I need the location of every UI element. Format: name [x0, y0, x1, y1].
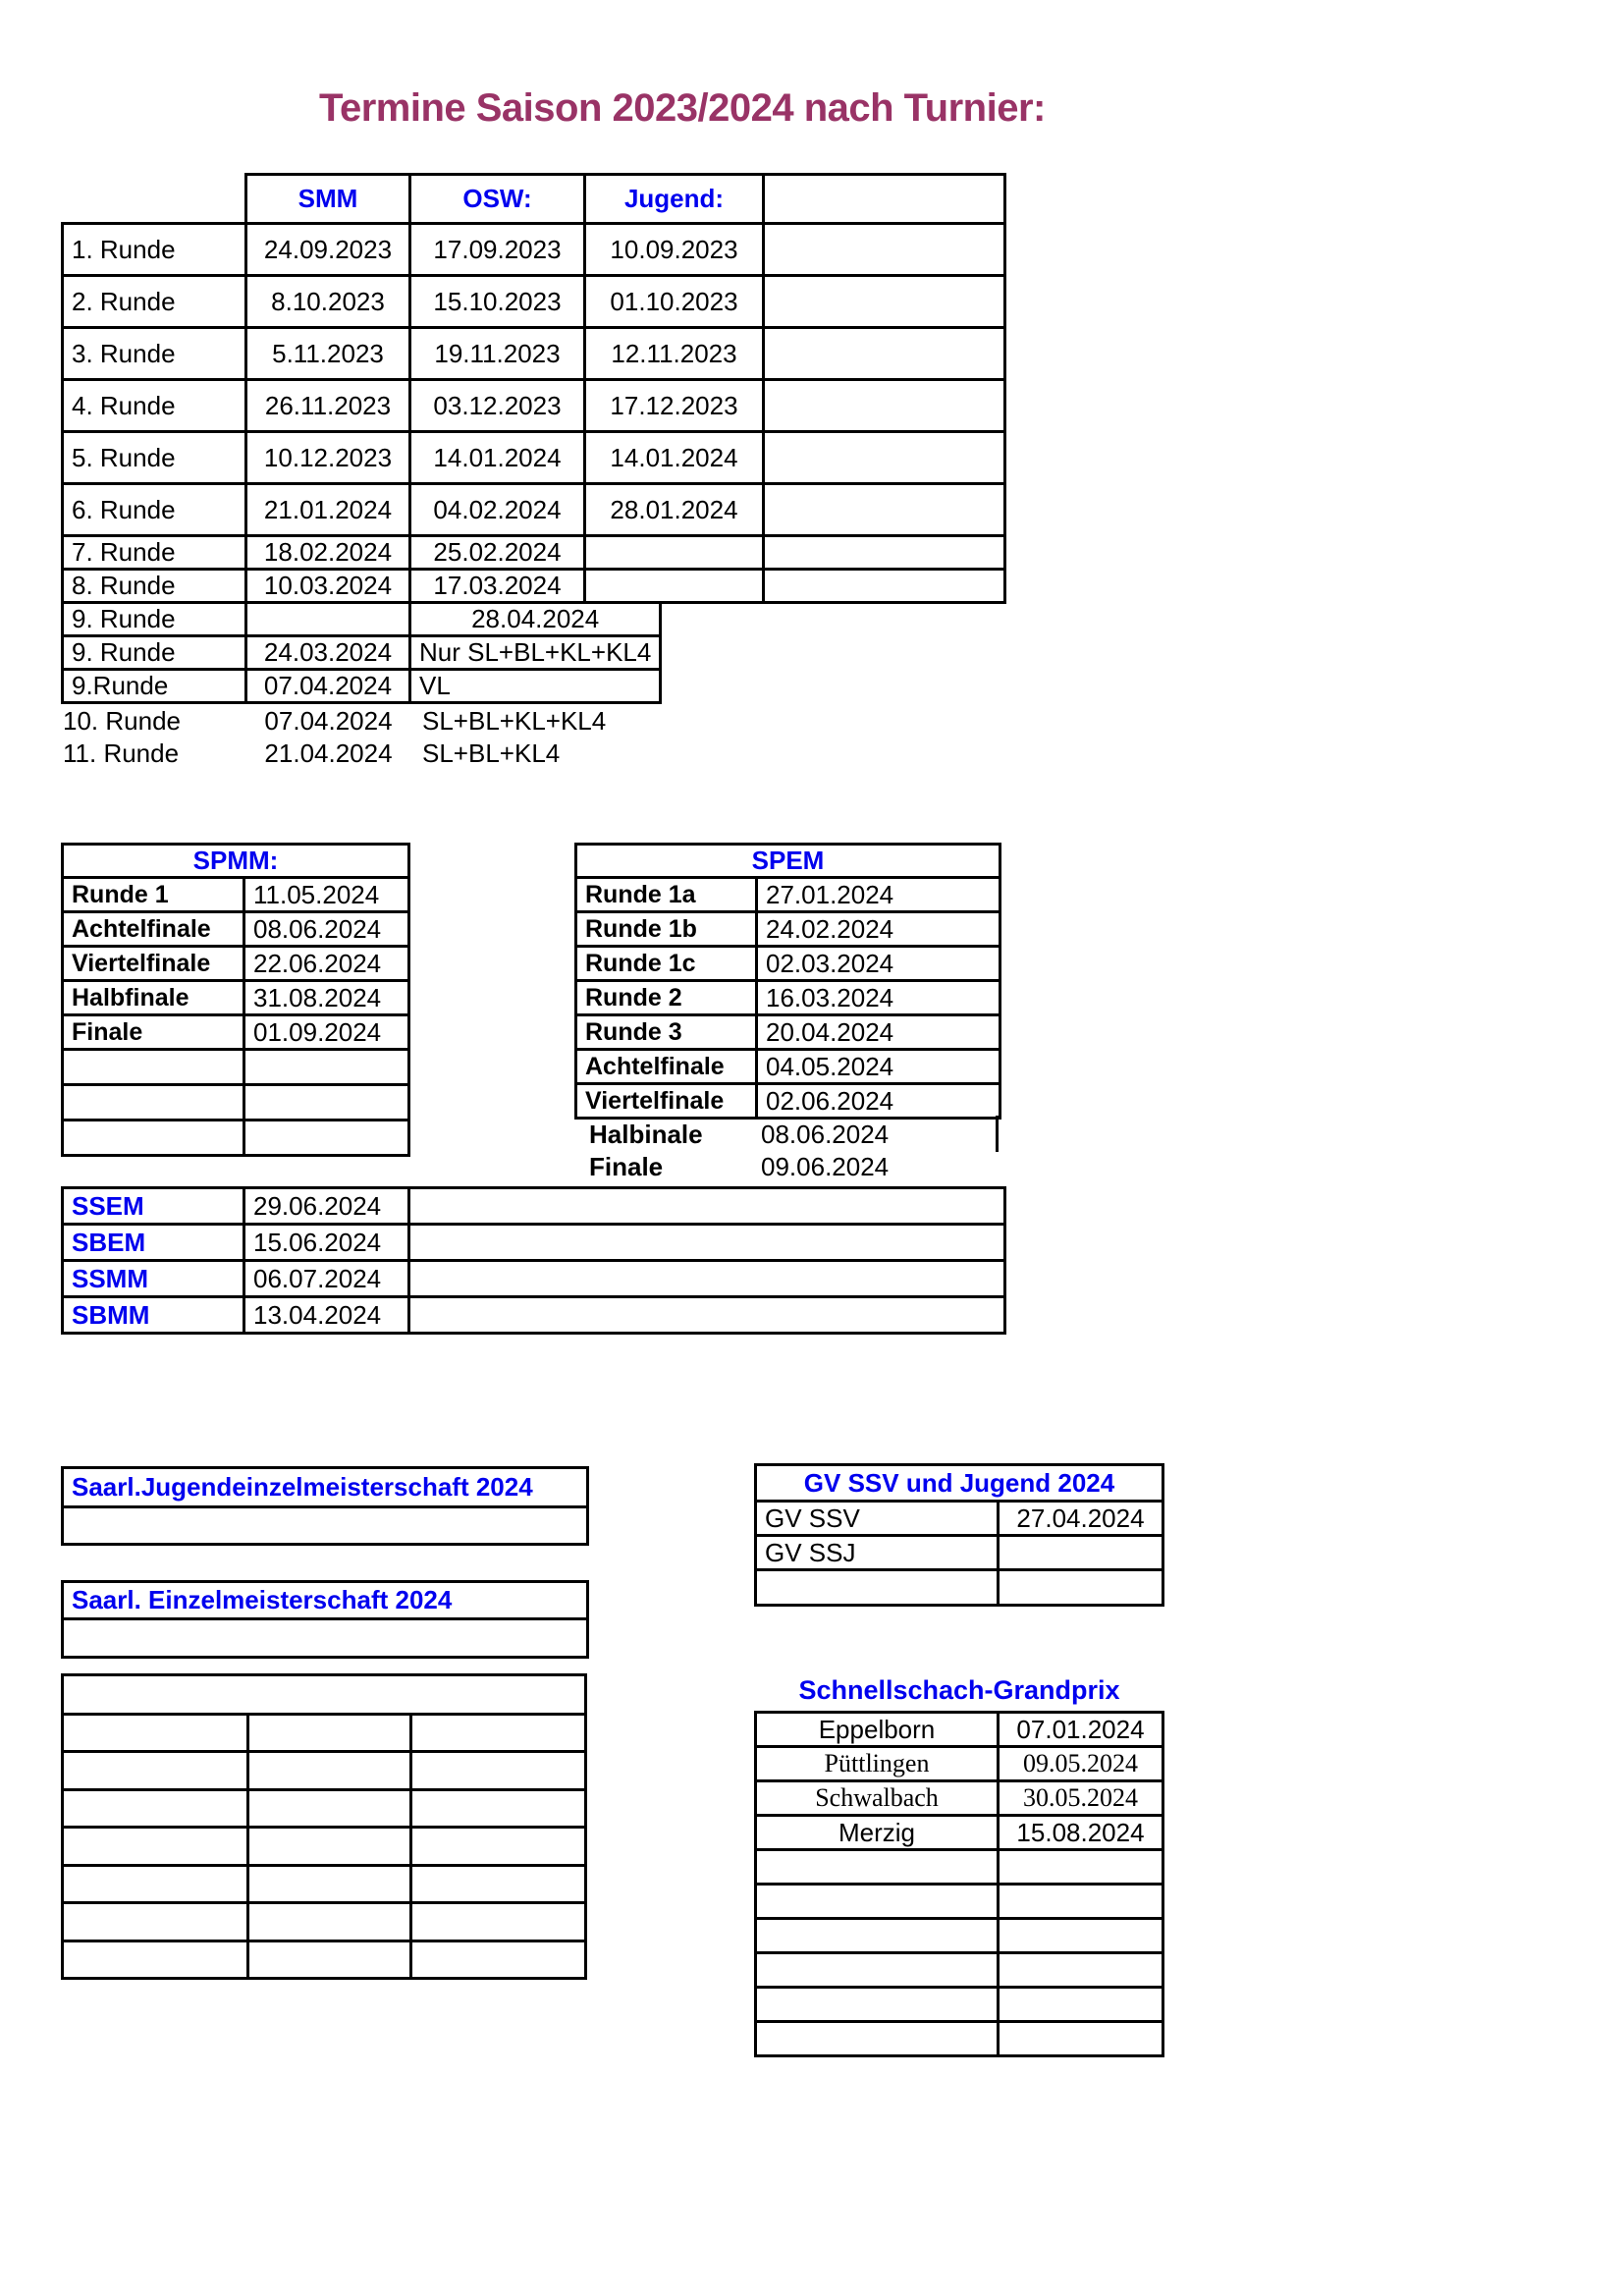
table-row: [63, 670, 661, 703]
table-row: [63, 603, 661, 636]
table-row: [756, 1988, 1163, 2022]
round10-line: [63, 706, 1005, 736]
table-row: [756, 1953, 1163, 1988]
event-label: GV SSV: [756, 1502, 999, 1536]
empty-cell: [409, 1225, 1005, 1261]
stage-label: Viertelfinale: [576, 1084, 757, 1119]
table-row: [63, 1828, 586, 1866]
date-cell: 24.09.2023: [246, 224, 410, 276]
date-cell: 14.01.2024: [410, 432, 585, 484]
stage-label: Runde 1: [63, 878, 244, 912]
empty-cell: [248, 1790, 411, 1828]
empty-cell: [756, 1570, 999, 1606]
date-cell: 16.03.2024: [757, 981, 1000, 1015]
date-cell: 15.06.2024: [244, 1225, 409, 1261]
table-row: [63, 1903, 586, 1941]
table-row: [63, 1050, 409, 1085]
empty-cell: [63, 1828, 248, 1866]
empty-cell: [585, 536, 764, 570]
date-cell: 13.04.2024: [244, 1297, 409, 1334]
page-title: Termine Saison 2023/2024 nach Turnier:: [319, 86, 1046, 130]
round-note: SL+BL+KL4: [422, 738, 561, 768]
table-row: [63, 328, 1005, 380]
date-cell: 04.02.2024: [410, 484, 585, 536]
empty-cell: [764, 432, 1005, 484]
empty-cell: [248, 1941, 411, 1979]
table-row: [576, 1084, 1000, 1119]
table-row: [63, 1790, 586, 1828]
table-row: [63, 1121, 409, 1156]
table-row: [63, 1225, 1005, 1261]
empty-cell: [63, 1790, 248, 1828]
empty-cell: [246, 603, 410, 636]
empty-cell: [764, 224, 1005, 276]
round-date: 07.04.2024: [264, 706, 393, 736]
round-label: 3. Runde: [63, 328, 246, 380]
spmm-title: SPMM:: [63, 845, 409, 878]
empty-cell: [411, 1941, 586, 1979]
empty-cell: [999, 1885, 1163, 1919]
table-row: [63, 636, 661, 670]
stage-label: Viertelfinale: [63, 947, 244, 981]
round-date: 21.04.2024: [264, 738, 393, 768]
empty-cell: [999, 1988, 1163, 2022]
stage-label: Runde 3: [576, 1015, 757, 1050]
empty-cell: [63, 1619, 588, 1658]
date-cell: 07.01.2024: [999, 1713, 1163, 1747]
event-label: SBMM: [63, 1297, 244, 1334]
einzel-box: [61, 1580, 589, 1659]
date-cell: 07.04.2024: [246, 670, 410, 703]
empty-cell: [764, 276, 1005, 328]
table-row: [756, 1570, 1163, 1606]
date-cell: 8.10.2023: [246, 276, 410, 328]
date-cell: 02.06.2024: [757, 1084, 1000, 1119]
table-row: [63, 1752, 586, 1790]
empty-cell: [764, 484, 1005, 536]
stage-label: Runde 1c: [576, 947, 757, 981]
empty-cell: [409, 1188, 1005, 1225]
empty-cell: [764, 570, 1005, 603]
box-title: Saarl.Jugendeinzelmeisterschaft 2024: [63, 1468, 588, 1507]
empty-cell: [999, 1850, 1163, 1885]
box-title: Saarl. Einzelmeisterschaft 2024: [63, 1582, 588, 1619]
table-row: [756, 1713, 1163, 1747]
round-label: 9. Runde: [63, 636, 246, 670]
event-label: SBEM: [63, 1225, 244, 1261]
date-cell: 14.01.2024: [585, 432, 764, 484]
date-cell: 29.06.2024: [244, 1188, 409, 1225]
empty-cell: [411, 1903, 586, 1941]
venue-cell: Püttlingen: [756, 1747, 999, 1781]
date-cell: 15.10.2023: [410, 276, 585, 328]
table-row: [63, 276, 1005, 328]
empty-cell: [411, 1790, 586, 1828]
empty-cell: [764, 380, 1005, 432]
spem-header-row: [576, 845, 1000, 878]
header-spacer-cell: [63, 175, 246, 224]
round-label: 10. Runde: [63, 706, 181, 736]
header-smm: SMM: [246, 175, 410, 224]
date-cell: 28.01.2024: [585, 484, 764, 536]
empty-cell: [409, 1261, 1005, 1297]
empty-cell: [756, 2022, 999, 2056]
empty-cell: [756, 1988, 999, 2022]
table-row: [756, 1747, 1163, 1781]
box-title-row: [63, 1468, 588, 1507]
stage-label: Achtelfinale: [63, 912, 244, 947]
spem-finale-line: [589, 1152, 1001, 1184]
empty-cell: [756, 1953, 999, 1988]
table-row: [63, 1866, 586, 1903]
empty-cell: [63, 1050, 244, 1085]
empty-cell: [63, 1085, 244, 1121]
table-row: [63, 1015, 409, 1050]
round-label: 9.Runde: [63, 670, 246, 703]
grandprix-title: Schnellschach-Grandprix: [798, 1675, 1120, 1705]
stage-label: Finale: [589, 1152, 664, 1181]
empty-cell: [764, 536, 1005, 570]
gv-title: GV SSV und Jugend 2024: [756, 1465, 1163, 1502]
empty-cell: [756, 1850, 999, 1885]
table-row: [63, 1941, 586, 1979]
empty-cell: [248, 1903, 411, 1941]
date-cell: 17.09.2023: [410, 224, 585, 276]
date-cell: 11.05.2024: [244, 878, 409, 912]
saar-championships-table: [61, 1186, 1006, 1335]
date-cell: 01.09.2024: [244, 1015, 409, 1050]
date-cell: 02.03.2024: [757, 947, 1000, 981]
table-row: [63, 1188, 1005, 1225]
table-row: [63, 1715, 586, 1752]
empty-cell: [411, 1715, 586, 1752]
gv-table: [754, 1463, 1164, 1607]
date-cell: 17.12.2023: [585, 380, 764, 432]
empty-cell: [63, 1752, 248, 1790]
table-row: [756, 1502, 1163, 1536]
empty-cell: [756, 1885, 999, 1919]
header-jugend: Jugend:: [585, 175, 764, 224]
round-label: 5. Runde: [63, 432, 246, 484]
spem-table: [574, 843, 1001, 1120]
table-row: [576, 1050, 1000, 1084]
main-rounds-table: [61, 173, 1006, 604]
table-row: [63, 1261, 1005, 1297]
round-label: 11. Runde: [63, 738, 180, 768]
empty-cell: [411, 1752, 586, 1790]
note-cell: Nur SL+BL+KL+KL4: [410, 636, 661, 670]
date-cell: 18.02.2024: [246, 536, 410, 570]
stage-label: Finale: [63, 1015, 244, 1050]
empty-cell: [63, 1121, 244, 1156]
date-cell: 27.01.2024: [757, 878, 1000, 912]
table-row: [63, 380, 1005, 432]
table-row: [63, 981, 409, 1015]
empty-cell: [409, 1297, 1005, 1334]
round-note: SL+BL+KL+KL4: [422, 706, 607, 736]
table-row: [756, 1850, 1163, 1885]
date-cell: 20.04.2024: [757, 1015, 1000, 1050]
event-label: GV SSJ: [756, 1536, 999, 1570]
event-label: SSEM: [63, 1188, 244, 1225]
table-row: [756, 1919, 1163, 1953]
date-cell: 08.06.2024: [244, 912, 409, 947]
date-cell: 19.11.2023: [410, 328, 585, 380]
date-cell: 10.03.2024: [246, 570, 410, 603]
empty-cell: [585, 570, 764, 603]
stage-label: Achtelfinale: [576, 1050, 757, 1084]
table-row: [63, 484, 1005, 536]
round-label: 2. Runde: [63, 276, 246, 328]
date-cell: 25.02.2024: [410, 536, 585, 570]
table-row: [63, 536, 1005, 570]
empty-cell: [63, 1507, 588, 1545]
venue-cell: Schwalbach: [756, 1781, 999, 1816]
table-row: [63, 947, 409, 981]
empty-cell: [248, 1752, 411, 1790]
table-row: [63, 432, 1005, 484]
table-row: [576, 947, 1000, 981]
date-cell: 31.08.2024: [244, 981, 409, 1015]
grandprix-table: [754, 1711, 1164, 2057]
date-cell: 01.10.2023: [585, 276, 764, 328]
date-cell: 24.03.2024: [246, 636, 410, 670]
round-label: 4. Runde: [63, 380, 246, 432]
empty-cell: [411, 1866, 586, 1903]
table-row: [63, 1619, 588, 1658]
spem-halbfinale-line: [589, 1120, 1001, 1152]
gv-header-row: [756, 1465, 1163, 1502]
table-row: [576, 912, 1000, 947]
empty-cell: [756, 1919, 999, 1953]
date-cell: 30.05.2024: [999, 1781, 1163, 1816]
empty-cell: [63, 1675, 586, 1715]
spmm-header-row: [63, 845, 409, 878]
empty-cell: [999, 1953, 1163, 1988]
stage-label: Runde 1b: [576, 912, 757, 947]
stage-label: Runde 1a: [576, 878, 757, 912]
table-row: [63, 912, 409, 947]
stage-label: Halbinale: [589, 1120, 703, 1149]
date-cell: 04.05.2024: [757, 1050, 1000, 1084]
date-cell: 24.02.2024: [757, 912, 1000, 947]
table-row: [756, 1816, 1163, 1850]
date-cell: 15.08.2024: [999, 1816, 1163, 1850]
venue-cell: Eppelborn: [756, 1713, 999, 1747]
stage-label: Runde 2: [576, 981, 757, 1015]
date-cell: 06.07.2024: [244, 1261, 409, 1297]
table-row: [63, 1675, 586, 1715]
header-osw: OSW:: [410, 175, 585, 224]
box-title-row: [63, 1582, 588, 1619]
table-row: [63, 878, 409, 912]
table-row: [63, 570, 1005, 603]
event-label: SSMM: [63, 1261, 244, 1297]
stage-label: Halbfinale: [63, 981, 244, 1015]
round9-table: [61, 601, 662, 704]
table-row: [63, 1085, 409, 1121]
table-row: [63, 224, 1005, 276]
empty-cell: [244, 1085, 409, 1121]
empty-cell: [999, 1919, 1163, 1953]
header-empty: [764, 175, 1005, 224]
table-row: [756, 1781, 1163, 1816]
date-cell: 17.03.2024: [410, 570, 585, 603]
empty-cell: [764, 328, 1005, 380]
date-cell: 09.05.2024: [999, 1747, 1163, 1781]
table-row: [756, 1536, 1163, 1570]
round-label: 6. Runde: [63, 484, 246, 536]
table-row: [756, 1885, 1163, 1919]
table-row: [63, 1297, 1005, 1334]
table-row: [63, 1507, 588, 1545]
date-cell: 5.11.2023: [246, 328, 410, 380]
empty-cell: [63, 1903, 248, 1941]
empty-cell: [999, 1570, 1163, 1606]
empty-cell: [248, 1828, 411, 1866]
note-cell: VL: [410, 670, 661, 703]
round-label: 1. Runde: [63, 224, 246, 276]
stage-date: 09.06.2024: [761, 1152, 890, 1181]
date-cell: 28.04.2024: [410, 603, 661, 636]
stage-date: 08.06.2024: [761, 1120, 890, 1149]
empty-grid-table: [61, 1673, 587, 1980]
date-cell: 10.09.2023: [585, 224, 764, 276]
empty-cell: [411, 1828, 586, 1866]
main-header-row: [63, 175, 1005, 224]
round-label: 7. Runde: [63, 536, 246, 570]
venue-cell: Merzig: [756, 1816, 999, 1850]
table-row: [576, 981, 1000, 1015]
empty-cell: [63, 1866, 248, 1903]
round11-line: [63, 738, 1005, 768]
date-cell: 10.12.2023: [246, 432, 410, 484]
empty-cell: [63, 1941, 248, 1979]
empty-cell: [63, 1715, 248, 1752]
spmm-table: [61, 843, 410, 1157]
spem-title: SPEM: [576, 845, 1000, 878]
date-cell: 21.01.2024: [246, 484, 410, 536]
empty-cell: [999, 1536, 1163, 1570]
round-label: 8. Runde: [63, 570, 246, 603]
empty-cell: [248, 1866, 411, 1903]
round-label: 9. Runde: [63, 603, 246, 636]
empty-cell: [999, 2022, 1163, 2056]
date-cell: 12.11.2023: [585, 328, 764, 380]
date-cell: 26.11.2023: [246, 380, 410, 432]
empty-cell: [244, 1121, 409, 1156]
empty-cell: [248, 1715, 411, 1752]
date-cell: 22.06.2024: [244, 947, 409, 981]
date-cell: 03.12.2023: [410, 380, 585, 432]
empty-cell: [244, 1050, 409, 1085]
table-row: [756, 2022, 1163, 2056]
table-row: [576, 1015, 1000, 1050]
table-row: [576, 878, 1000, 912]
date-cell: 27.04.2024: [999, 1502, 1163, 1536]
jugend-einzel-box: [61, 1466, 589, 1546]
